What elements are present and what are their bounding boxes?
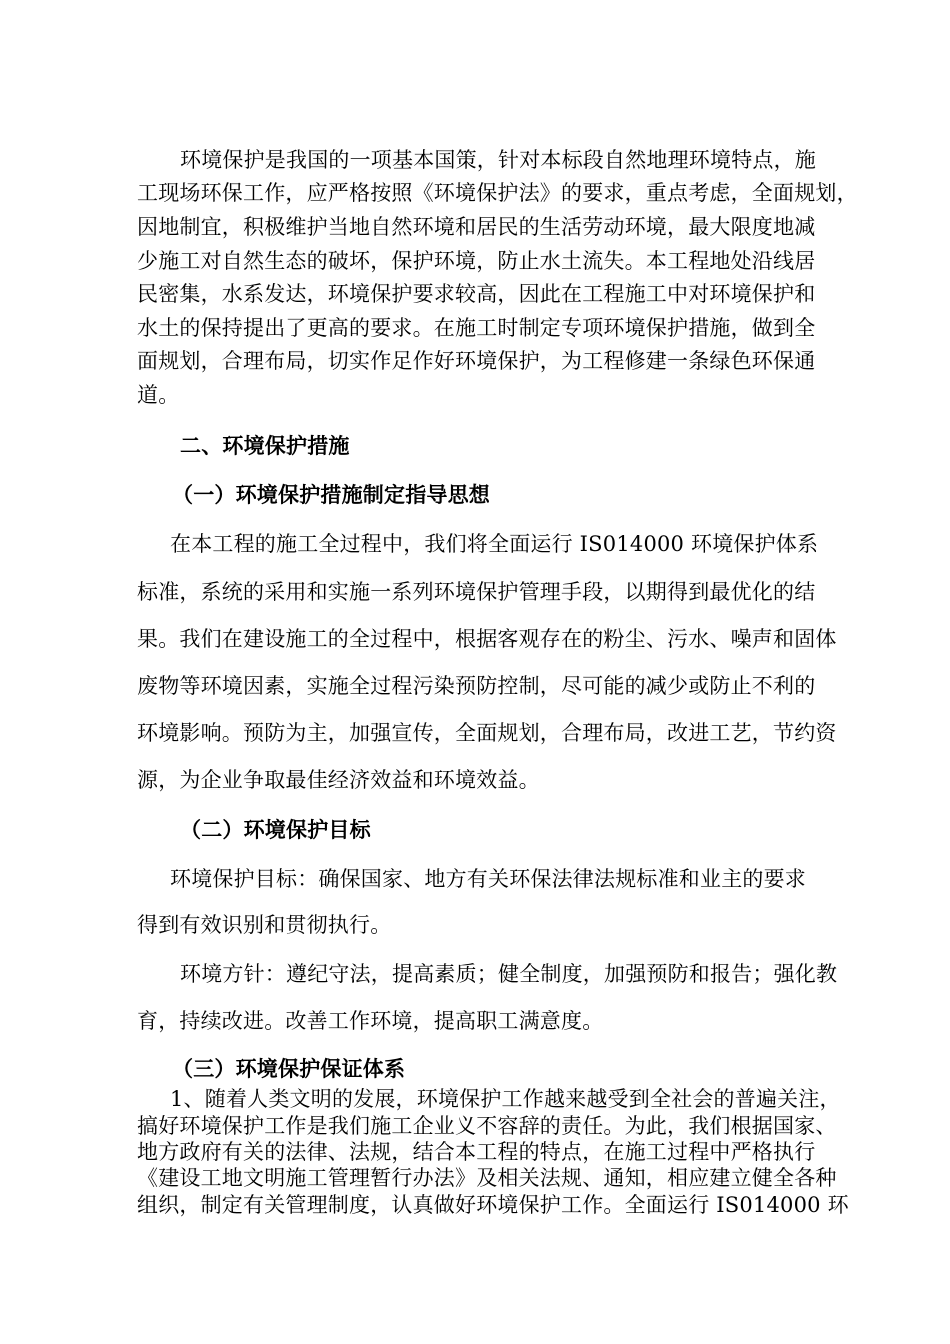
paragraph-1-line: 工现场环保工作，应严格按照《环境保护法》的要求，重点考虑，全面规划， — [137, 181, 858, 205]
paragraph-1-line: 因地制宜，积极维护当地自然环境和居民的生活劳动环境，最大限度地减 — [137, 215, 816, 239]
paragraph-1-line: 民密集，水系发达，环境保护要求较高，因此在工程施工中对环境保护和 — [137, 282, 816, 306]
subsection-heading: （一）环境保护措施制定指导思想 — [172, 482, 490, 507]
paragraph-4-line: 育，持续改进。改善工作环境，提高职工满意度。 — [137, 1009, 604, 1033]
paragraph-1-line: 环境保护是我国的一项基本国策，针对本标段自然地理环境特点，施 — [180, 148, 816, 172]
paragraph-2-line: 废物等环境因素，实施全过程污染预防控制，尽可能的减少或防止不利的 — [137, 674, 816, 698]
paragraph-5-line: 搞好环境保护工作是我们施工企业义不容辞的责任。为此，我们根据国家、 — [137, 1114, 837, 1138]
paragraph-2-line: 果。我们在建设施工的全过程中，根据客观存在的粉尘、污水、噪声和固体 — [137, 627, 837, 651]
paragraph-3-line: 得到有效识别和贯彻执行。 — [137, 913, 392, 937]
paragraph-5-line: 1、随着人类文明的发展，环境保护工作越来越受到全社会的普遍关注， — [170, 1087, 841, 1111]
subsection-heading: （三）环境保护保证体系 — [172, 1056, 406, 1081]
paragraph-4-line: 环境方针：遵纪守法，提高素质；健全制度，加强预防和报告；强化教 — [180, 962, 838, 986]
paragraph-2-line: 环境影响。预防为主，加强宣传，全面规划，合理布局，改进工艺，节约资 — [137, 721, 837, 745]
paragraph-1-line: 少施工对自然生态的破坏，保护环境，防止水土流失。本工程地处沿线居 — [137, 249, 816, 273]
subsection-heading: （二）环境保护目标 — [180, 817, 371, 842]
paragraph-5-line: 地方政府有关的法律、法规，结合本工程的特点，在施工过程中严格执行 — [137, 1140, 816, 1164]
paragraph-2-line: 在本工程的施工全过程中，我们将全面运行 IS014000 环境保护体系 — [170, 532, 819, 556]
paragraph-2-line: 标准，系统的采用和实施一系列环境保护管理手段，以期得到最优化的结 — [137, 580, 816, 604]
paragraph-1-line: 水土的保持提出了更高的要求。在施工时制定专项环境保护措施，做到全 — [137, 316, 816, 340]
section-heading: 二、环境保护措施 — [180, 433, 350, 458]
paragraph-1-line: 道。 — [137, 383, 180, 407]
paragraph-3-line: 环境保护目标：确保国家、地方有关环保法律法规标准和业主的要求 — [170, 867, 806, 891]
paragraph-2-line: 源，为企业争取最佳经济效益和环境效益。 — [137, 768, 540, 792]
paragraph-1-line: 面规划，合理布局，切实作足作好环境保护，为工程修建一条绿色环保通 — [137, 349, 816, 373]
paragraph-5-line: 《建设工地文明施工管理暂行办法》及相关法规、通知，相应建立健全各种 — [137, 1166, 837, 1190]
paragraph-5-line: 组织，制定有关管理制度，认真做好环境保护工作。全面运行 IS014000 环 — [137, 1193, 849, 1217]
